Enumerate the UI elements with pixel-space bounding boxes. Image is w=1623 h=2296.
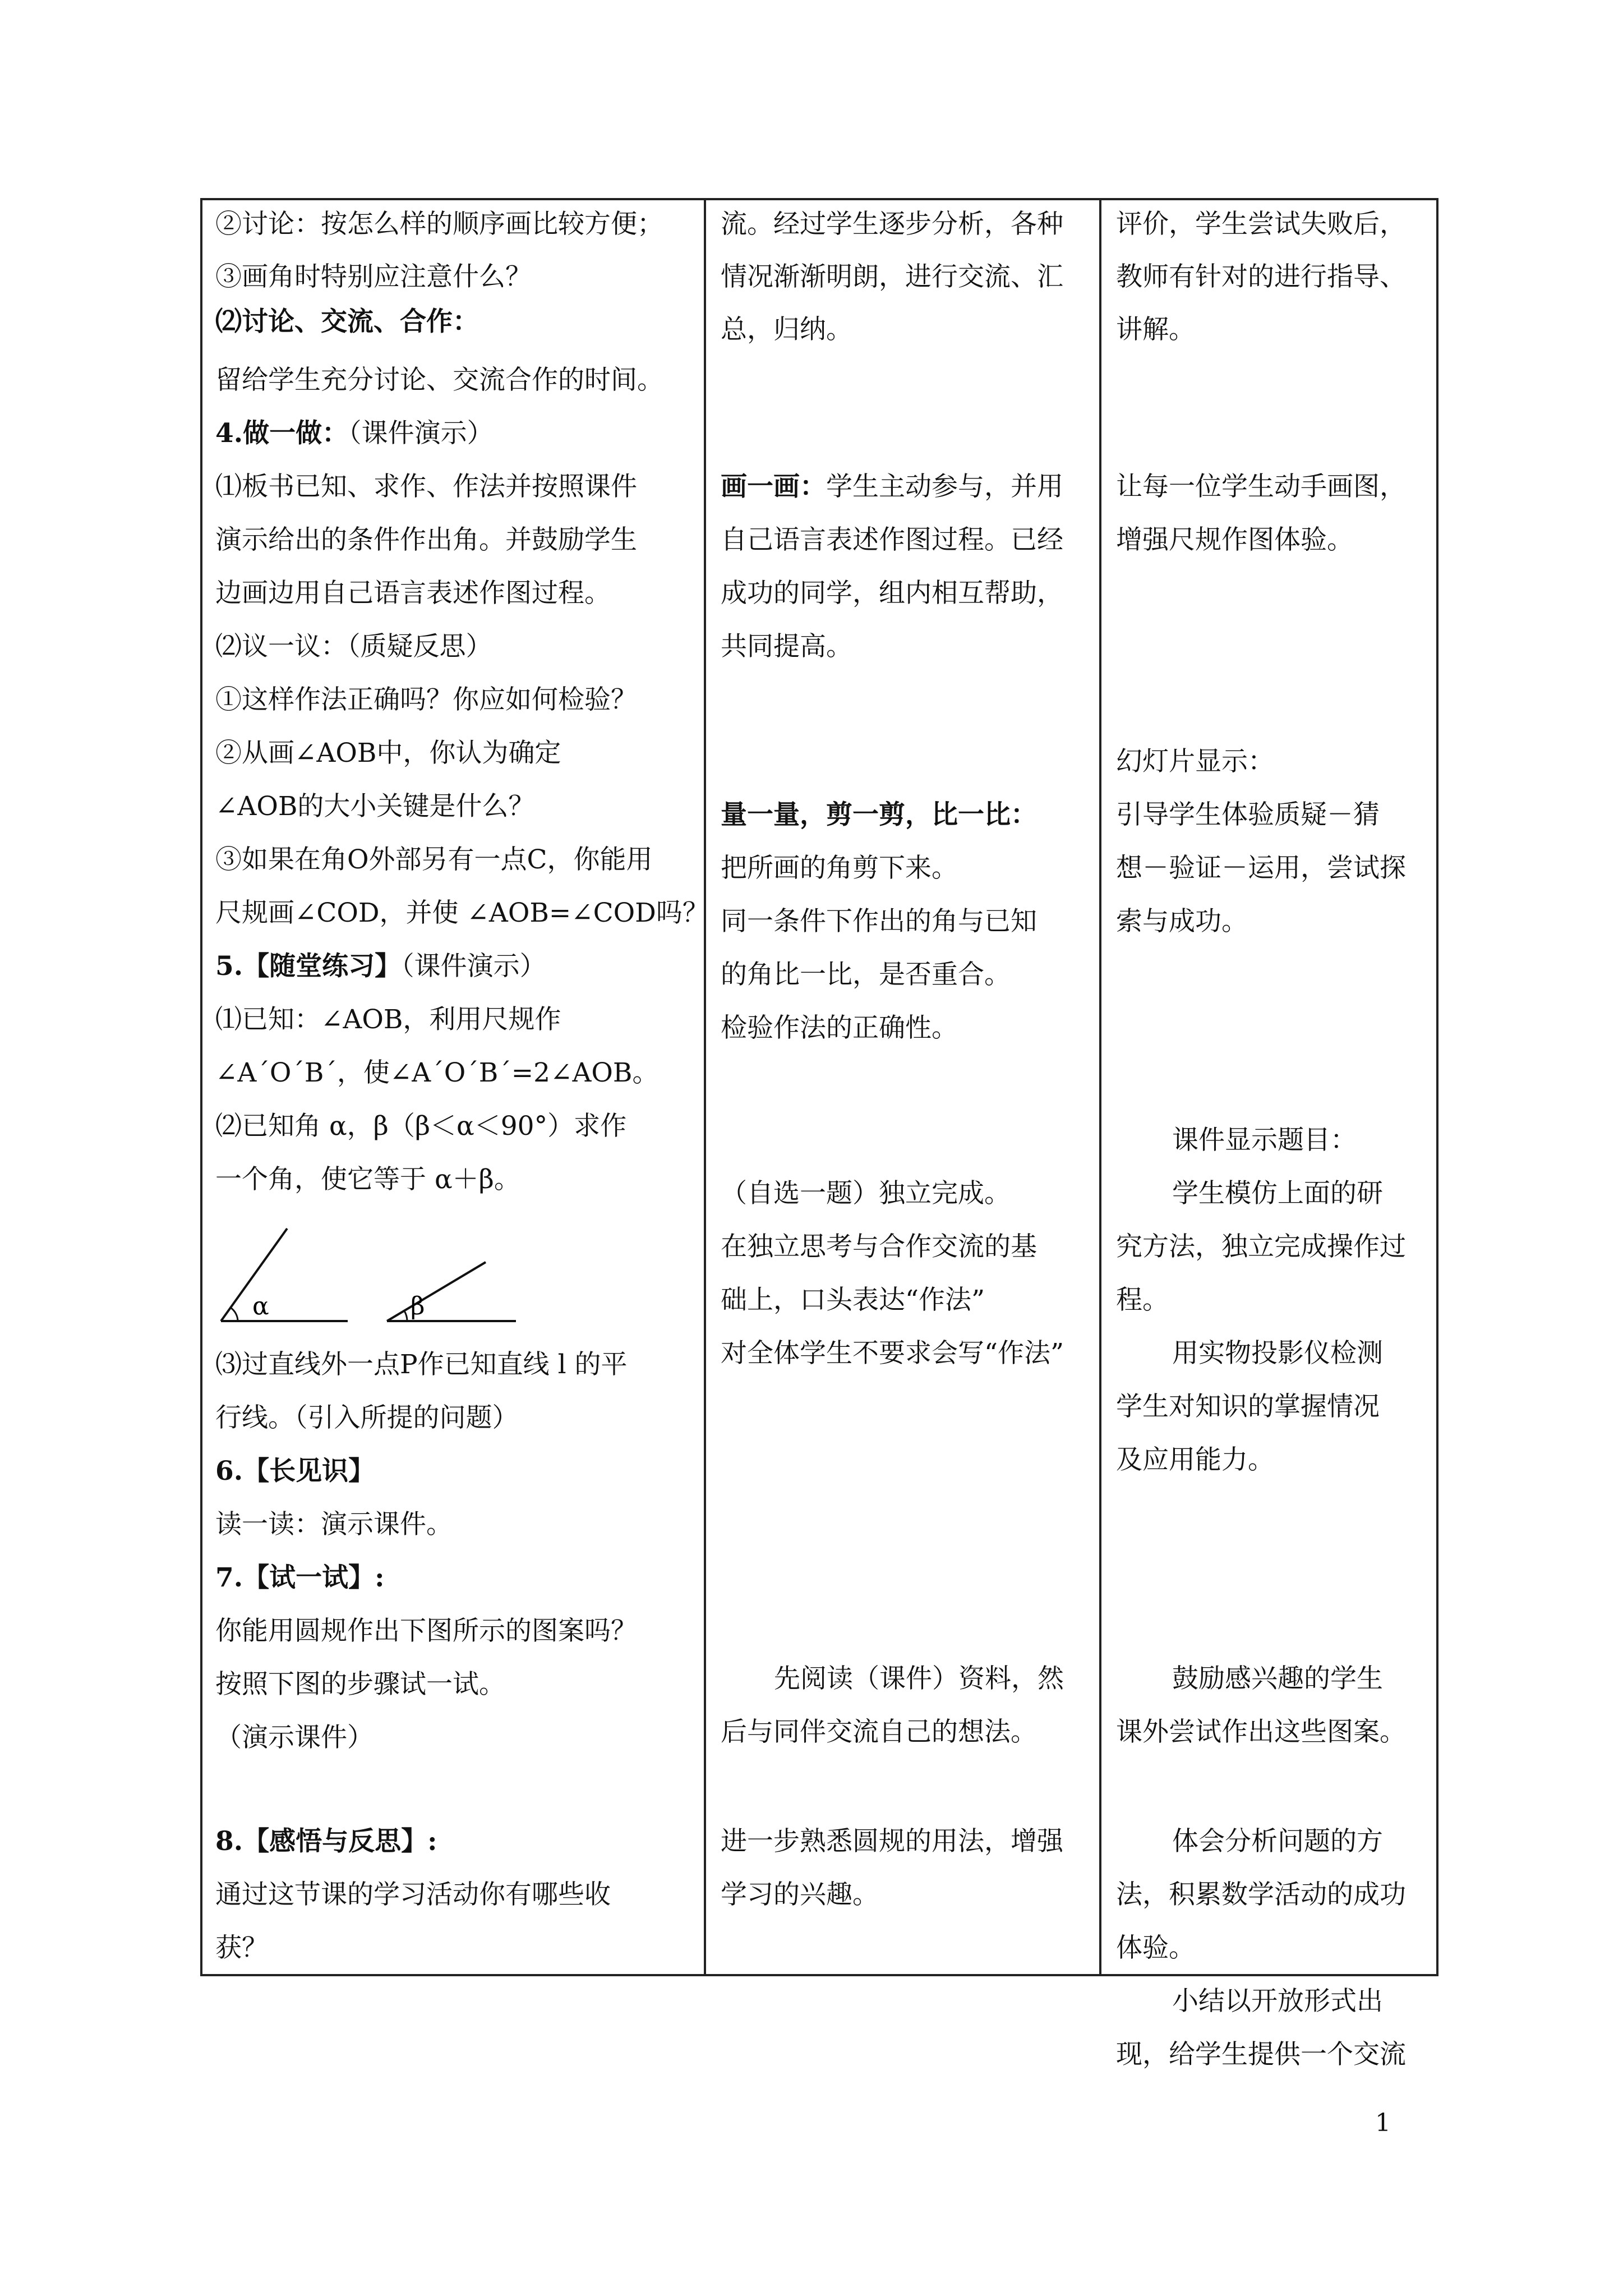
text-line: 获？: [215, 1932, 268, 1963]
text-line: 把所画的角剪下来。: [721, 853, 958, 884]
text-line: （自选一题）独立完成。: [721, 1178, 1011, 1209]
section-heading-row: [215, 418, 494, 449]
beta-label: β: [411, 1292, 425, 1320]
text-line: ②从画∠AOB中，你认为确定: [215, 738, 561, 769]
section-heading: 画一画：: [721, 471, 826, 502]
text-line: 评价，学生尝试失败后，: [1116, 209, 1406, 240]
text-line: 用实物投影仪检测: [1172, 1338, 1383, 1369]
angle-figures: [213, 1223, 550, 1335]
text-line: 情况渐渐明朗，进行交流、汇: [721, 261, 1063, 292]
text-line: 留给学生充分讨论、交流合作的时间。: [215, 365, 663, 395]
text-line: 究方法，独立完成操作过: [1116, 1231, 1406, 1262]
text-line: 对全体学生不要求会写“作法”: [721, 1338, 1064, 1369]
text-line: 进一步熟悉圆规的用法，增强: [721, 1826, 1063, 1857]
angle-beta-figure: [387, 1262, 516, 1321]
section-heading: 6.【长见识】: [215, 1456, 375, 1487]
text-line: 增强尺规作图体验。: [1116, 524, 1353, 555]
text-line: 及应用能力。: [1116, 1444, 1274, 1475]
text-line: 法，积累数学活动的成功: [1116, 1879, 1406, 1910]
text-line: 鼓励感兴趣的学生: [1172, 1663, 1383, 1694]
text-line: 后与同伴交流自己的想法。: [721, 1717, 1037, 1747]
text-line: 让每一位学生动手画图，: [1116, 471, 1406, 502]
text-line: 按照下图的步骤试一试。: [215, 1669, 505, 1700]
text-line: 课外尝试作出这些图案。: [1116, 1717, 1406, 1747]
text-line: 通过这节课的学习活动你有哪些收: [215, 1879, 611, 1910]
text-line: ⑵议一议：（质疑反思）: [215, 631, 492, 662]
text-line: 边画边用自己语言表述作图过程。: [215, 578, 611, 609]
section-heading: ⑵讨论、交流、合作：: [215, 306, 479, 337]
alpha-label: α: [252, 1292, 269, 1320]
text-line: 教师有针对的进行指导、: [1116, 261, 1406, 292]
text-line: 体验。: [1116, 1932, 1195, 1963]
text-line: ∠AOB的大小关键是什么？: [215, 791, 535, 822]
text-line: 索与成功。: [1116, 906, 1248, 937]
text-line: 共同提高。: [721, 631, 852, 662]
text-line: ∠A´O´B´，使∠A´O´B´=2∠AOB。: [215, 1057, 659, 1088]
section-heading: 4.做一做：: [215, 418, 349, 449]
text-line: 演示给出的条件作出角。并鼓励学生: [215, 524, 637, 555]
angle-alpha-figure: [221, 1228, 348, 1321]
text-line: 学习的兴趣。: [721, 1879, 879, 1910]
text-line: 成功的同学，组内相互帮助，: [721, 578, 1063, 609]
text-line: ⑴板书已知、求作、作法并按照课件: [215, 471, 637, 502]
text-line: 先阅读（课件）资料，然: [774, 1663, 1064, 1694]
text-line: （演示课件）: [215, 1722, 374, 1753]
text-line: 学生对知识的掌握情况: [1116, 1391, 1380, 1422]
text-line: 自己语言表述作图过程。已经: [721, 524, 1063, 555]
text-line: ②讨论：按怎么样的顺序画比较方便；: [215, 209, 663, 240]
text-line: ⑴已知：∠AOB，利用尺规作: [215, 1004, 561, 1035]
section-heading: 7.【试一试】:: [215, 1562, 385, 1593]
text-line: 一个角，使它等于 α＋β。: [215, 1164, 520, 1195]
text-line: ③如果在角O外部另有一点C，你能用: [215, 844, 653, 875]
text-line: 检验作法的正确性。: [721, 1013, 958, 1043]
text-line: 现，给学生提供一个交流: [1116, 2039, 1406, 2070]
text-line: 程。: [1116, 1285, 1169, 1315]
text-line: 尺规画∠COD，并使 ∠AOB=∠COD吗？: [215, 898, 709, 928]
text-line: 同一条件下作出的角与已知: [721, 906, 1037, 937]
text-line: 行线。（引入所提的问题）: [215, 1402, 519, 1433]
text-line: （课件演示）: [348, 418, 494, 449]
text-line: 引导学生体验质疑－猜: [1116, 799, 1380, 830]
text-line: 幻灯片显示：: [1116, 746, 1274, 777]
text-line: 在独立思考与合作交流的基: [721, 1231, 1037, 1262]
text-line: 读一读：演示课件。: [215, 1509, 453, 1540]
text-line: 小结以开放形式出: [1172, 1986, 1383, 2017]
section-heading: 8.【感悟与反思】:: [215, 1826, 437, 1857]
text-line: （课件演示）: [401, 951, 546, 982]
column-divider-1: [704, 198, 706, 1976]
text-line: ⑶过直线外一点P作已知直线 l 的平: [215, 1349, 628, 1380]
text-line: ③画角时特别应注意什么？: [215, 261, 532, 292]
text-line: 讲解。: [1116, 314, 1195, 345]
text-line: 流。经过学生逐步分析，各种: [721, 209, 1063, 240]
text-line: 学生模仿上面的研: [1172, 1178, 1383, 1209]
section-heading-row: [721, 471, 1063, 503]
section-heading: 5.【随堂练习】: [215, 951, 402, 982]
section-heading: 量一量，剪一剪，比一比：: [721, 799, 1037, 830]
text-line: 总，归纳。: [721, 314, 852, 345]
text-line: 你能用圆规作出下图所示的图案吗？: [215, 1616, 637, 1646]
text-line: ⑵已知角 α，β（β＜α＜90°）求作: [215, 1111, 627, 1142]
text-line: 课件显示题目：: [1172, 1125, 1357, 1156]
section-heading-row: [215, 951, 546, 982]
page-number: 1: [1375, 2109, 1391, 2137]
column-divider-2: [1099, 198, 1101, 1976]
text-line: 的角比一比，是否重合。: [721, 959, 1011, 990]
text-line: 学生主动参与，并用: [826, 471, 1063, 502]
text-line: 体会分析问题的方: [1172, 1826, 1383, 1857]
text-line: 础上，口头表达“作法”: [721, 1285, 985, 1315]
text-line: 想－验证－运用，尝试探: [1116, 853, 1406, 884]
text-line: ①这样作法正确吗？你应如何检验？: [215, 684, 637, 715]
